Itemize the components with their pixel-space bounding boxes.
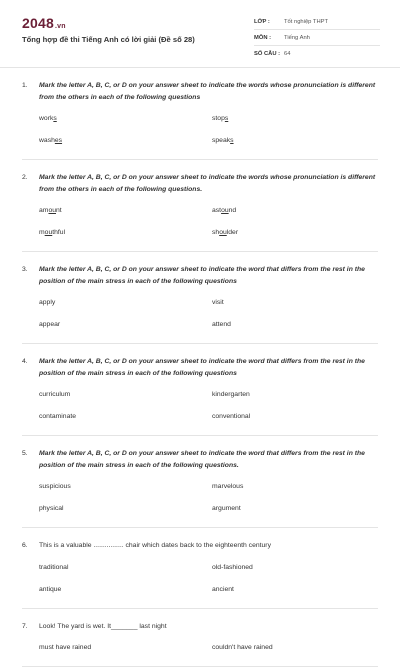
option-text: am: [39, 207, 48, 214]
question-item: [22, 160, 378, 252]
question-number: 7.: [22, 621, 39, 633]
question-text: Mark the letter A, B, C, or D on your answer sheet to indicate the word that differs from the rest in the position of the main stress in each of the following questions: [39, 356, 378, 379]
question-text: Mark the letter A, B, C, or D on your answer sheet to indicate the word that differs from the rest in the position of the main stress in each of the following questions.: [39, 448, 378, 471]
question-number: 2.: [22, 172, 39, 195]
underlined-segment: s: [53, 115, 56, 122]
meta-label: LỚP :: [254, 19, 284, 25]
answer-options: [22, 379, 378, 435]
option-text: physical: [39, 505, 64, 512]
question-number: 5.: [22, 448, 39, 471]
underlined-segment: s: [225, 115, 228, 122]
underlined-segment: ou: [221, 207, 229, 214]
answer-option[interactable]: [39, 136, 212, 145]
question-header: [22, 436, 378, 471]
answer-option[interactable]: [212, 504, 378, 513]
underlined-segment: ou: [219, 229, 227, 236]
question-item: [22, 528, 378, 609]
question-header: [22, 160, 378, 195]
answer-option[interactable]: [212, 136, 378, 145]
option-text: work: [39, 115, 53, 122]
question-text: Mark the letter A, B, C, or D on your answer sheet to indicate the word that differs from the rest in the position of the main stress in each of the following questions: [39, 264, 378, 287]
question-text: Mark the letter A, B, C, or D on your answer sheet to indicate the words whose pronunciation is different from the others in each of the following questions.: [39, 172, 378, 195]
option-text: lder: [227, 229, 238, 236]
meta-label: MÔN :: [254, 35, 284, 41]
answer-options: [22, 195, 378, 251]
answer-option[interactable]: [212, 563, 378, 572]
answer-options: [22, 471, 378, 527]
question-text: Look! The yard is wet. It_______ last night: [39, 621, 378, 633]
question-header: [22, 528, 378, 552]
question-item: [22, 436, 378, 528]
answer-options: [22, 103, 378, 159]
answer-option[interactable]: [39, 563, 212, 572]
underlined-segment: ou: [48, 207, 56, 214]
answer-option[interactable]: [39, 320, 212, 329]
answer-option[interactable]: [212, 228, 378, 237]
option-text: thful: [52, 229, 65, 236]
question-item: [22, 609, 378, 667]
meta-label: SỐ CÂU :: [254, 51, 284, 57]
answer-option[interactable]: [212, 643, 378, 652]
underlined-segment: es: [55, 137, 62, 144]
option-text: suspicious: [39, 483, 71, 490]
answer-options: [22, 632, 378, 666]
logo-suffix: .vn: [55, 23, 66, 30]
page-header: [0, 0, 400, 68]
answer-option[interactable]: [39, 482, 212, 491]
question-header: [22, 252, 378, 287]
answer-option[interactable]: [39, 298, 212, 307]
answer-option[interactable]: [39, 585, 212, 594]
answer-option[interactable]: [212, 298, 378, 307]
question-number: 1.: [22, 80, 39, 103]
meta-value: Tiếng Anh: [284, 35, 310, 41]
meta-count-row: [254, 46, 380, 61]
question-item: [22, 252, 378, 344]
question-number: 4.: [22, 356, 39, 379]
answer-option[interactable]: [39, 390, 212, 399]
option-text: curriculum: [39, 391, 70, 398]
question-list: [0, 68, 400, 667]
option-text: apply: [39, 299, 55, 306]
answer-option[interactable]: [212, 482, 378, 491]
option-text: appear: [39, 321, 60, 328]
answer-option[interactable]: [39, 114, 212, 123]
option-text: argument: [212, 505, 241, 512]
option-text: couldn't have rained: [212, 644, 273, 651]
question-text: This is a valuable ................ chair which dates back to the eighteenth century: [39, 540, 378, 552]
option-text: attend: [212, 321, 231, 328]
question-item: [22, 344, 378, 436]
option-text: nt: [56, 207, 62, 214]
meta-class-row: [254, 14, 380, 30]
option-text: must have rained: [39, 644, 91, 651]
site-logo[interactable]: [22, 15, 66, 31]
answer-option[interactable]: [212, 206, 378, 215]
option-text: contaminate: [39, 413, 76, 420]
answer-option[interactable]: [39, 206, 212, 215]
meta-value: Tốt nghiệp THPT: [284, 19, 328, 25]
question-number: 6.: [22, 540, 39, 552]
meta-value: 64: [284, 51, 290, 57]
option-text: sh: [212, 229, 219, 236]
option-text: conventional: [212, 413, 250, 420]
answer-option[interactable]: [212, 390, 378, 399]
option-text: ast: [212, 207, 221, 214]
option-text: speak: [212, 137, 230, 144]
answer-options: [22, 287, 378, 343]
option-text: nd: [229, 207, 237, 214]
exam-title: Tổng hợp đề thi Tiếng Anh có lời giải (Đề số 28): [22, 35, 195, 44]
answer-option[interactable]: [39, 412, 212, 421]
option-text: visit: [212, 299, 224, 306]
option-text: ancient: [212, 586, 234, 593]
option-text: marvelous: [212, 483, 243, 490]
answer-option[interactable]: [212, 114, 378, 123]
meta-subject-row: [254, 30, 380, 46]
option-text: traditional: [39, 564, 68, 571]
option-text: old-fashioned: [212, 564, 253, 571]
option-text: m: [39, 229, 45, 236]
answer-option[interactable]: [212, 412, 378, 421]
option-text: antique: [39, 586, 61, 593]
answer-option[interactable]: [39, 643, 212, 652]
question-header: [22, 68, 378, 103]
option-text: kindergarten: [212, 391, 250, 398]
answer-option[interactable]: [212, 585, 378, 594]
option-text: stop: [212, 115, 225, 122]
logo-text: 2048: [22, 15, 54, 31]
question-item: [22, 68, 378, 160]
answer-option[interactable]: [212, 320, 378, 329]
answer-option[interactable]: [39, 228, 212, 237]
question-number: 3.: [22, 264, 39, 287]
answer-options: [22, 552, 378, 608]
underlined-segment: s: [230, 137, 233, 144]
answer-option[interactable]: [39, 504, 212, 513]
question-header: [22, 344, 378, 379]
question-text: Mark the letter A, B, C, or D on your answer sheet to indicate the words whose pronunciation is different from the others in each of the following questions: [39, 80, 378, 103]
underlined-segment: ou: [45, 229, 53, 236]
option-text: wash: [39, 137, 55, 144]
question-header: [22, 609, 378, 633]
exam-meta: [254, 14, 380, 61]
